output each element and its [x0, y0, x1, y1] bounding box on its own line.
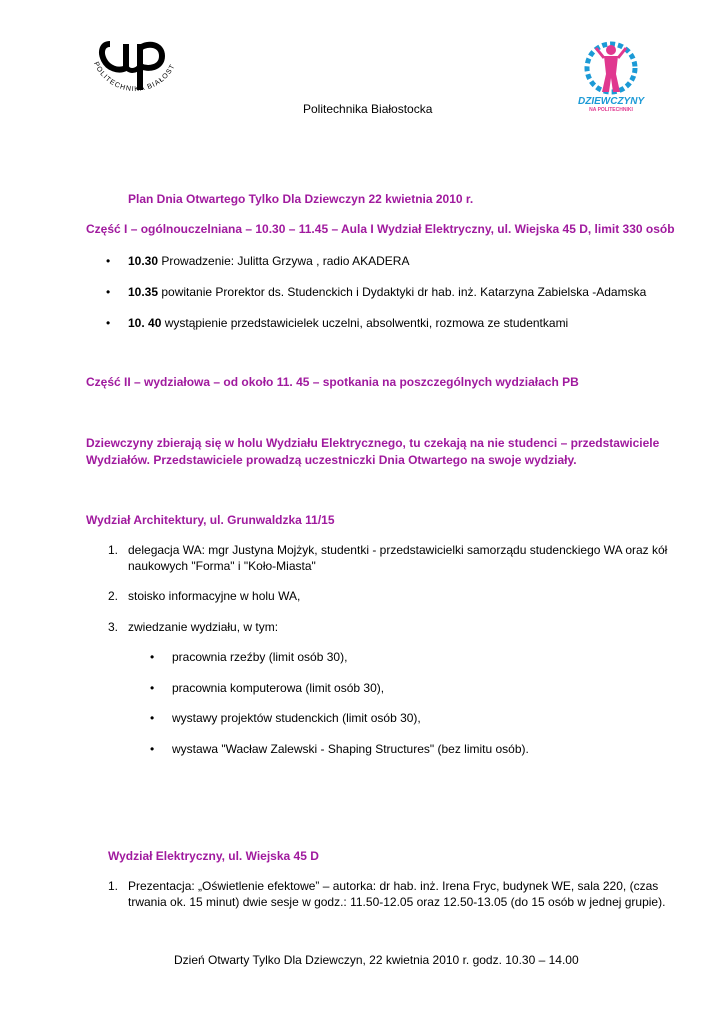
architecture-subitem: pracownia rzeźby (limit osób 30),	[172, 650, 348, 664]
electrical-item-line2: trwania ok. 15 minut) dwie sesje w godz.: 11.50-12.05 oraz 12.50-13.05 (do 15 osób w jednej grupie).	[128, 895, 666, 909]
logo-right-line2: NA POLITECHNIKI	[589, 107, 633, 113]
architecture-subitem: wystawy projektów studenckich (limit osób 30),	[172, 711, 421, 725]
list-number: 3.	[108, 620, 119, 634]
bullet-icon: •	[150, 711, 155, 725]
item-time: 10.30	[128, 254, 159, 268]
architecture-subitem: pracownia komputerowa (limit osób 30),	[172, 681, 385, 695]
item-time: 10.35	[128, 285, 159, 299]
notice-line1: Dziewczyny zbierają się w holu Wydziału Elektrycznego, tu czekają na nie studenci – przedstawiciele	[86, 436, 660, 450]
logo-right-line1: DZIEWCZYNY	[578, 96, 645, 107]
part1-heading: Część I – ogólnouczelniana – 10.30 – 11.45 – Aula I Wydział Elektryczny, ul. Wiejska 45 D, limit 330 osób	[86, 222, 675, 236]
list-number: 1.	[108, 543, 119, 557]
architecture-item-line1: delegacja WA: mgr Justyna Mojżyk, studentki - przedstawicielki samorządu studenckiego WA oraz kół	[128, 543, 668, 557]
list-number: 1.	[108, 879, 119, 893]
politechnika-logo	[80, 38, 190, 128]
bullet-icon: •	[150, 650, 155, 664]
item-text: powitanie Prorektor ds. Studenckich i Dydaktyki dr hab. inż. Katarzyna Zabielska -Adamska	[158, 285, 647, 299]
part1-item	[128, 284, 646, 300]
bullet-icon: •	[150, 742, 155, 756]
page-footer: Dzień Otwarty Tylko Dla Dziewczyn, 22 kwietnia 2010 r. godz. 10.30 – 14.00	[174, 953, 579, 967]
list-number: 2.	[108, 589, 119, 603]
item-text: Prowadzenie: Julitta Grzywa , radio AKADERA	[158, 254, 410, 268]
item-text: wystąpienie przedstawicielek uczelni, absolwentki, rozmowa ze studentkami	[161, 316, 569, 330]
logo-arc-text: POLITECHNIKA BIAŁOST	[92, 60, 177, 94]
notice-line2: Wydziałów. Przedstawiciele prowadzą uczestniczki Dnia Otwartego na swoje wydziały.	[86, 453, 577, 467]
part1-item	[128, 315, 568, 331]
part1-item	[128, 253, 409, 269]
item-time: 10. 40	[128, 316, 162, 330]
architecture-item-line1: zwiedzanie wydziału, w tym:	[128, 620, 279, 634]
architecture-heading: Wydział Architektury, ul. Grunwaldzka 11/15	[86, 513, 335, 527]
dziewczyny-logo	[578, 40, 644, 116]
institution-name: Politechnika Białostocka	[303, 102, 433, 116]
bullet-icon: •	[106, 285, 111, 299]
architecture-item-line1: stoisko informacyjne w holu WA,	[128, 589, 301, 603]
page-title: Plan Dnia Otwartego Tylko Dla Dziewczyn 22 kwietnia 2010 r.	[128, 192, 474, 206]
bullet-icon: •	[106, 254, 111, 268]
bullet-icon: •	[106, 316, 111, 330]
electrical-item-line1: Prezentacja: „Oświetlenie efektowe” – autorka: dr hab. inż. Irena Fryc, budynek WE, sala 220, (czas	[128, 879, 659, 893]
architecture-subitem: wystawa "Wacław Zalewski - Shaping Structures" (bez limitu osób).	[172, 742, 529, 756]
architecture-item-line2: naukowych "Forma" i "Koło-Miasta"	[128, 559, 316, 573]
bullet-icon: •	[150, 681, 155, 695]
electrical-heading: Wydział Elektryczny, ul. Wiejska 45 D	[108, 849, 319, 863]
part2-heading: Część II – wydziałowa – od około 11. 45 – spotkania na poszczególnych wydziałach PB	[86, 375, 579, 389]
